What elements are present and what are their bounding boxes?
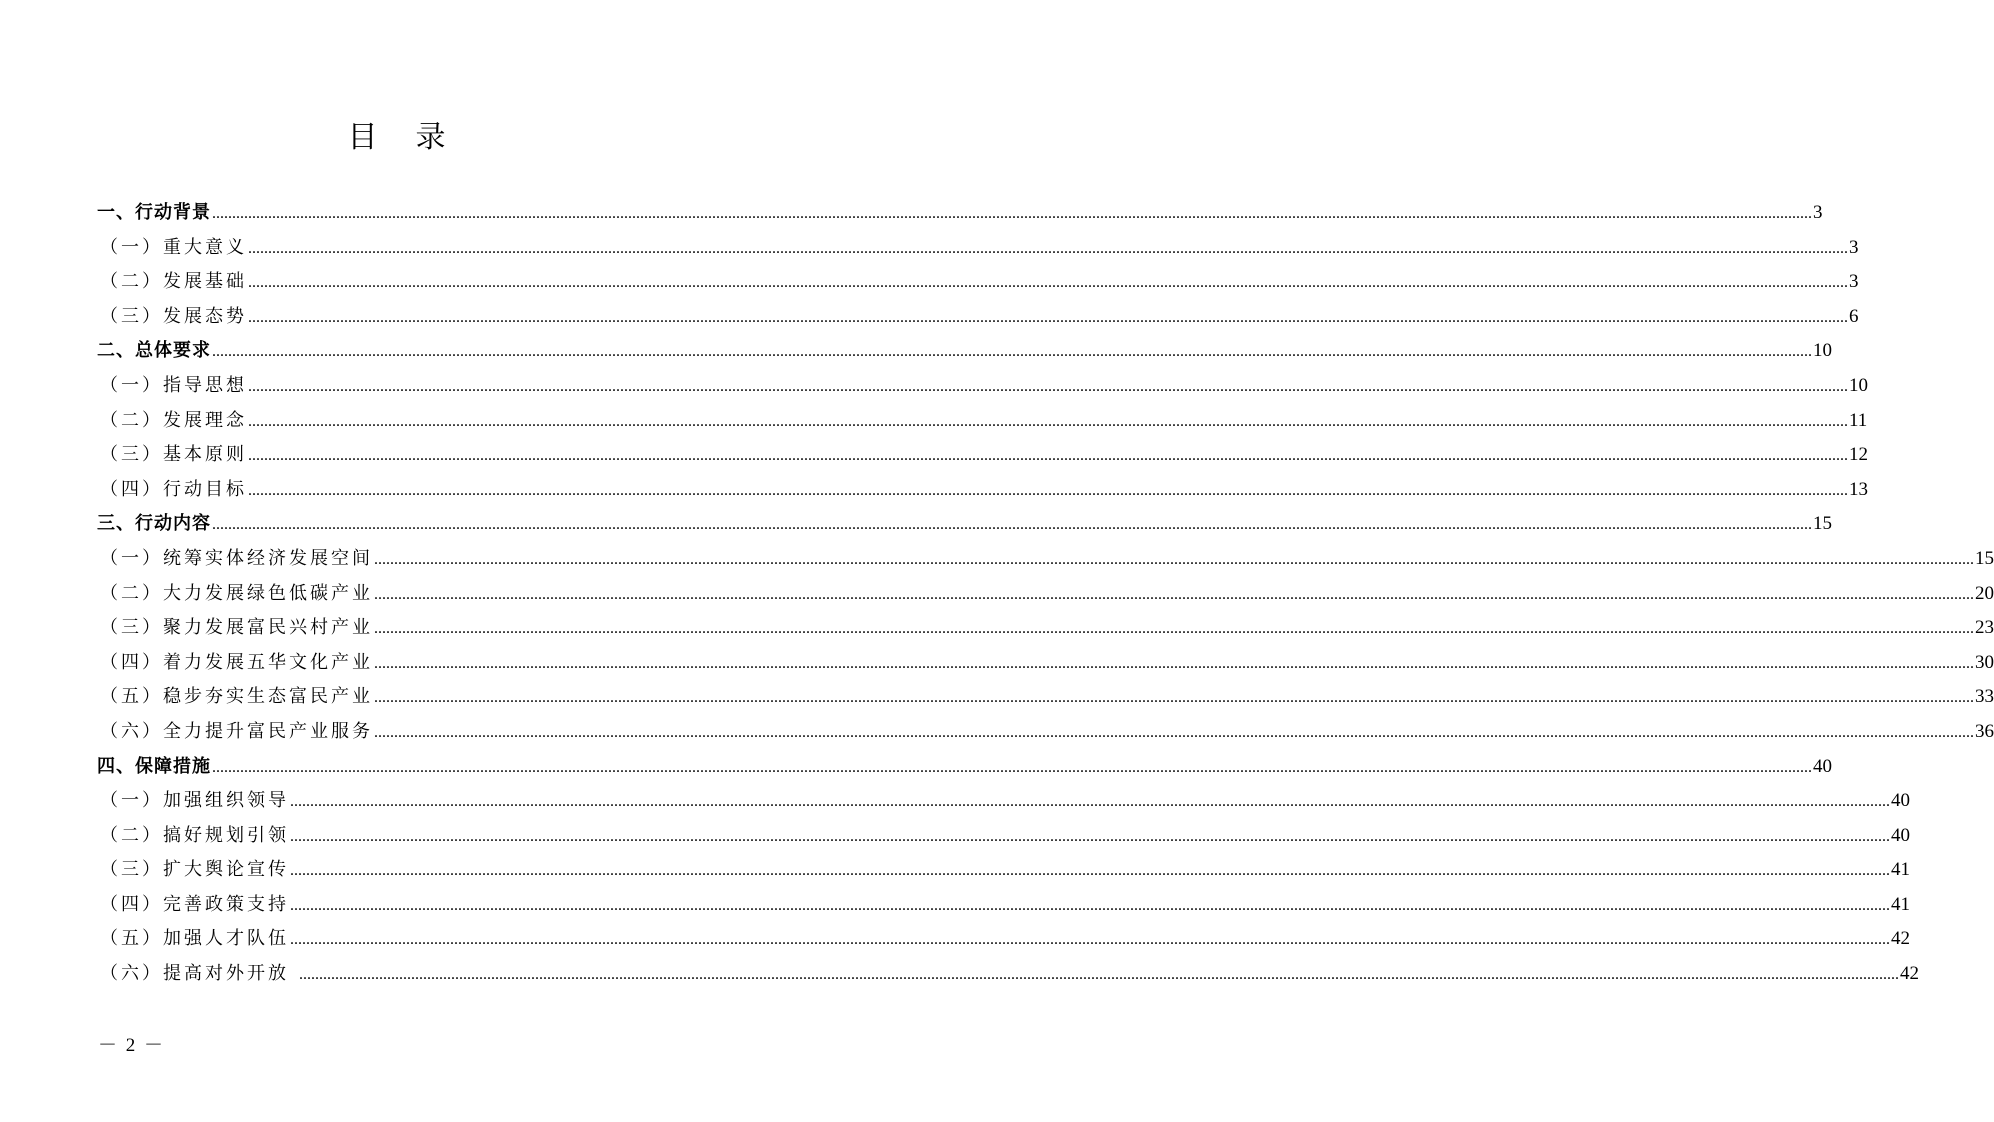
toc-leader-dots: ................................................................................................................................................................................................................................................................................................................................................................................................................ [290,793,1890,811]
table-of-contents [97,196,1994,992]
toc-subsection-entry[interactable] [97,438,1868,473]
toc-entry-label: （四）行动目标 [100,478,247,500]
toc-subsection-entry[interactable] [97,680,1994,715]
toc-leader-dots: ................................................................................................................................................................................................................................................................................................................................................................................................................ [248,377,1848,395]
toc-entry-label: 四、保障措施 [97,755,211,777]
toc-title-right: 录 [415,120,446,155]
toc-entry-page: 23 [1975,617,1994,639]
toc-entry-label: （一）指导思想 [100,374,247,396]
toc-entry-label: （四）着力发展五华文化产业 [100,651,373,673]
toc-entry-page: 15 [1975,547,1994,569]
toc-subsection-entry[interactable] [97,265,1859,300]
toc-entry-page: 15 [1813,513,1832,535]
toc-entry-page: 40 [1891,790,1910,812]
toc-leader-dots: ................................................................................................................................................................................................................................................................................................................................................................................................................ [299,966,1899,984]
toc-leader-dots: ................................................................................................................................................................................................................................................................................................................................................................................................................ [212,343,1812,361]
toc-leader-dots: ................................................................................................................................................................................................................................................................................................................................................................................................................ [374,550,1974,568]
toc-entry-label: （二）发展基础 [100,271,247,293]
toc-subsection-entry[interactable] [97,922,1910,957]
toc-subsection-entry[interactable] [97,300,1859,335]
toc-entry-label: （三）聚力发展富民兴村产业 [100,617,373,639]
toc-subsection-entry[interactable] [97,819,1910,854]
toc-entry-page: 42 [1900,963,1919,985]
toc-entry-label: （四）完善政策支持 [100,893,289,915]
toc-leader-dots: ................................................................................................................................................................................................................................................................................................................................................................................................................ [248,447,1848,465]
toc-entry-page: 6 [1849,305,1859,327]
toc-subsection-entry[interactable] [97,577,1994,612]
toc-section-entry[interactable] [97,507,1832,542]
toc-subsection-entry[interactable] [97,231,1859,266]
page-number: － 2 － [98,1035,166,1056]
toc-entry-label: （五）稳步夯实生态富民产业 [100,686,373,708]
toc-subsection-entry[interactable] [97,888,1910,923]
toc-entry-label: （三）基本原则 [100,444,247,466]
toc-subsection-entry[interactable] [97,473,1868,508]
toc-leader-dots: ................................................................................................................................................................................................................................................................................................................................................................................................................ [248,412,1848,430]
toc-entry-label: （三）发展态势 [100,305,247,327]
toc-entry-label: （一）重大意义 [100,236,247,258]
toc-leader-dots: ................................................................................................................................................................................................................................................................................................................................................................................................................ [290,862,1890,880]
toc-section-entry[interactable] [97,334,1832,369]
toc-entry-label: （三）扩大舆论宣传 [100,859,289,881]
toc-entry-label: （六）全力提升富民产业服务 [100,720,373,742]
toc-subsection-entry[interactable] [97,646,1994,681]
toc-subsection-entry[interactable] [97,369,1868,404]
toc-entry-label: （二）大力发展绿色低碳产业 [100,582,373,604]
toc-entry-page: 12 [1849,444,1868,466]
toc-subsection-entry[interactable] [97,957,1919,992]
toc-subsection-entry[interactable] [97,784,1910,819]
toc-entry-page: 36 [1975,720,1994,742]
toc-leader-dots: ................................................................................................................................................................................................................................................................................................................................................................................................................ [374,585,1974,603]
toc-subsection-entry[interactable] [97,853,1910,888]
toc-subsection-entry[interactable] [97,611,1994,646]
toc-entry-page: 10 [1849,374,1868,396]
toc-leader-dots: ................................................................................................................................................................................................................................................................................................................................................................................................................ [212,205,1812,222]
toc-leader-dots: ................................................................................................................................................................................................................................................................................................................................................................................................................ [290,931,1890,949]
toc-subsection-entry[interactable] [97,542,1994,577]
toc-title [0,118,793,158]
toc-entry-label: 三、行动内容 [97,513,211,535]
toc-subsection-entry[interactable] [97,715,1994,750]
toc-leader-dots: ................................................................................................................................................................................................................................................................................................................................................................................................................ [248,274,1848,292]
toc-section-entry[interactable] [97,750,1832,785]
toc-entry-page: 30 [1975,651,1994,673]
toc-entry-label: （一）统筹实体经济发展空间 [100,547,373,569]
toc-entry-page: 40 [1891,824,1910,846]
toc-entry-label: 二、总体要求 [97,340,211,362]
toc-subsection-entry[interactable] [97,404,1868,439]
toc-entry-page: 41 [1891,859,1910,881]
toc-leader-dots: ................................................................................................................................................................................................................................................................................................................................................................................................................ [248,239,1848,257]
toc-leader-dots: ................................................................................................................................................................................................................................................................................................................................................................................................................ [374,654,1974,672]
toc-entry-page: 13 [1849,478,1868,500]
toc-entry-page: 42 [1891,928,1910,950]
toc-entry-label: （二）搞好规划引领 [100,824,289,846]
toc-entry-page: 40 [1813,755,1832,777]
toc-entry-label: 一、行动背景 [97,202,211,223]
toc-title-left: 目 [347,120,378,155]
toc-entry-page: 3 [1813,202,1823,223]
toc-leader-dots: ................................................................................................................................................................................................................................................................................................................................................................................................................ [374,620,1974,638]
toc-entry-page: 10 [1813,340,1832,362]
toc-entry-page: 33 [1975,686,1994,708]
toc-leader-dots: ................................................................................................................................................................................................................................................................................................................................................................................................................ [290,827,1890,845]
toc-leader-dots: ................................................................................................................................................................................................................................................................................................................................................................................................................ [374,689,1974,707]
toc-section-entry[interactable] [97,196,1823,231]
toc-entry-page: 3 [1849,271,1859,293]
toc-leader-dots: ................................................................................................................................................................................................................................................................................................................................................................................................................ [374,723,1974,741]
toc-leader-dots: ................................................................................................................................................................................................................................................................................................................................................................................................................ [290,896,1890,914]
toc-leader-dots: ................................................................................................................................................................................................................................................................................................................................................................................................................ [248,481,1848,499]
toc-entry-page: 3 [1849,236,1859,258]
toc-entry-page: 41 [1891,893,1910,915]
toc-entry-label: （六）提高对外开放 [100,963,289,985]
toc-leader-dots: ................................................................................................................................................................................................................................................................................................................................................................................................................ [212,516,1812,534]
toc-entry-label: （五）加强人才队伍 [100,928,289,950]
toc-entry-label: （一）加强组织领导 [100,790,289,812]
toc-leader-dots: ................................................................................................................................................................................................................................................................................................................................................................................................................ [212,758,1812,776]
toc-leader-dots: ................................................................................................................................................................................................................................................................................................................................................................................................................ [248,308,1848,326]
toc-entry-label: （二）发展理念 [100,409,247,431]
toc-entry-page: 20 [1975,582,1994,604]
toc-entry-page: 11 [1849,409,1868,431]
